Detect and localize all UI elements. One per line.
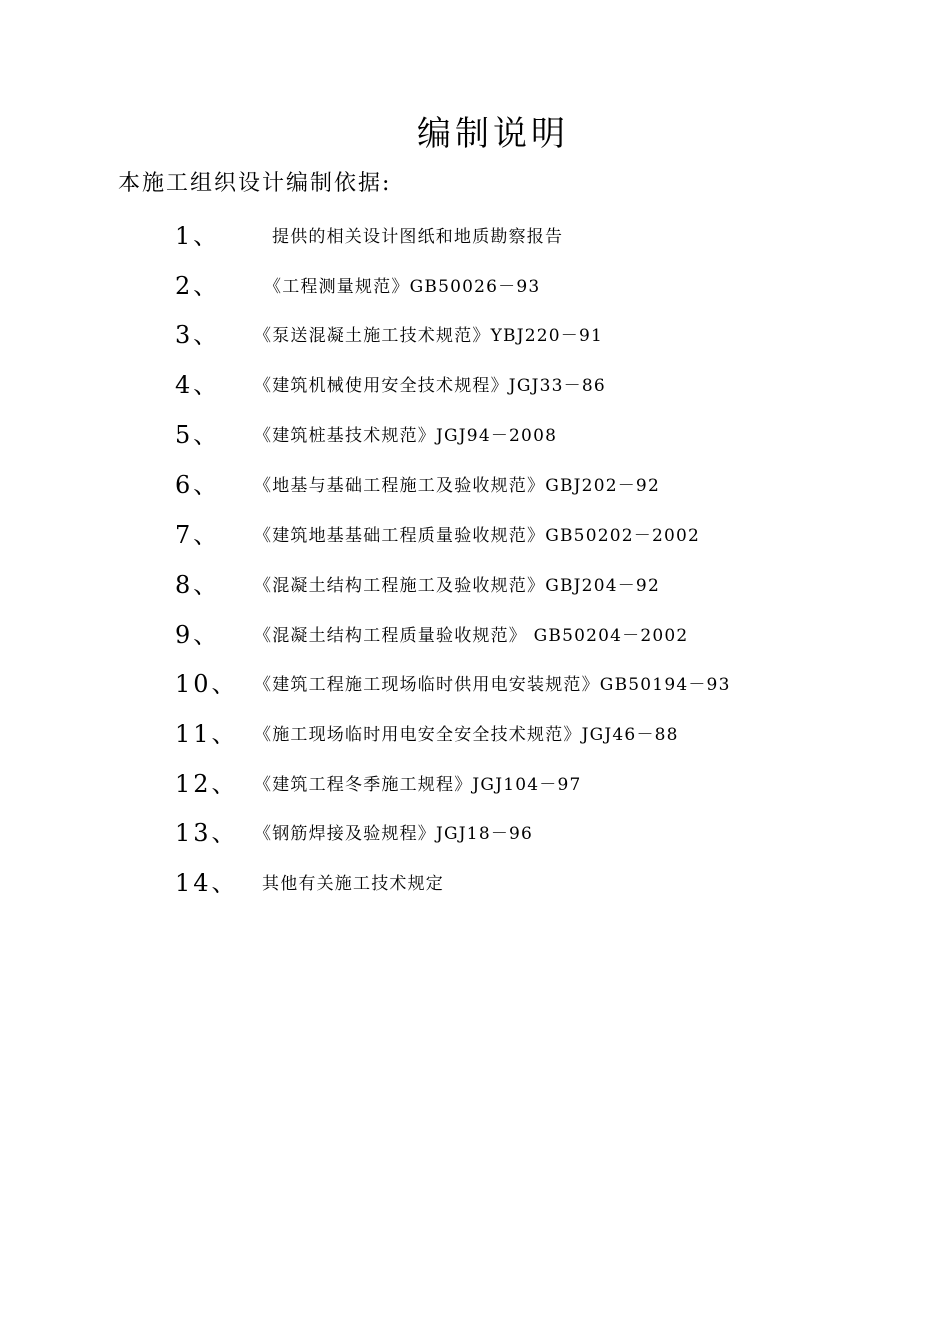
item-text: 《地基与基础工程施工及验收规范》GBJ202－92 xyxy=(254,476,660,496)
item-text: 提供的相关设计图纸和地质勘察报告 xyxy=(272,227,564,247)
list-item xyxy=(0,868,950,908)
item-text: 《建筑工程冬季施工规程》JGJ104－97 xyxy=(254,775,582,795)
item-number: 11、 xyxy=(175,720,239,748)
list-item xyxy=(0,769,950,809)
item-number: 1、 xyxy=(175,222,221,250)
item-number: 10、 xyxy=(175,670,239,698)
list-item xyxy=(0,470,950,510)
item-text: 《混凝土结构工程质量验收规范》 GB50204－2002 xyxy=(254,626,689,646)
item-number: 3、 xyxy=(175,321,221,349)
item-text: 其他有关施工技术规定 xyxy=(262,874,444,894)
list-item xyxy=(0,520,950,560)
item-text: 《建筑桩基技术规范》JGJ94－2008 xyxy=(254,426,558,446)
item-text: 《钢筋焊接及验规程》JGJ18－96 xyxy=(254,824,534,844)
item-text: 《建筑工程施工现场临时供用电安装规范》GB50194－93 xyxy=(254,675,731,695)
list-item xyxy=(0,221,950,261)
item-number: 6、 xyxy=(175,471,221,499)
item-number: 9、 xyxy=(175,621,221,649)
list-item xyxy=(0,570,950,610)
item-text: 《建筑机械使用安全技术规程》JGJ33－86 xyxy=(254,376,606,396)
item-text: 《施工现场临时用电安全安全技术规范》JGJ46－88 xyxy=(254,725,679,745)
document-title: 编制说明 xyxy=(417,114,569,154)
item-number: 8、 xyxy=(175,571,221,599)
item-number: 12、 xyxy=(175,770,239,798)
item-text: 《泵送混凝土施工技术规范》YBJ220－91 xyxy=(254,326,604,346)
item-number: 14、 xyxy=(175,869,239,897)
item-number: 7、 xyxy=(175,521,221,549)
list-item xyxy=(0,620,950,660)
list-item xyxy=(0,320,950,360)
item-number: 2、 xyxy=(175,272,221,300)
list-item xyxy=(0,271,950,311)
list-item xyxy=(0,370,950,410)
list-item xyxy=(0,669,950,709)
item-text: 《混凝土结构工程施工及验收规范》GBJ204－92 xyxy=(254,576,660,596)
list-item xyxy=(0,719,950,759)
intro-text: 本施工组织设计编制依据: xyxy=(118,171,392,196)
item-number: 4、 xyxy=(175,371,221,399)
list-item xyxy=(0,818,950,858)
list-item xyxy=(0,420,950,460)
item-number: 13、 xyxy=(175,819,239,847)
item-number: 5、 xyxy=(175,421,221,449)
item-text: 《工程测量规范》GB50026－93 xyxy=(264,277,541,297)
item-text: 《建筑地基基础工程质量验收规范》GB50202－2002 xyxy=(254,526,701,546)
